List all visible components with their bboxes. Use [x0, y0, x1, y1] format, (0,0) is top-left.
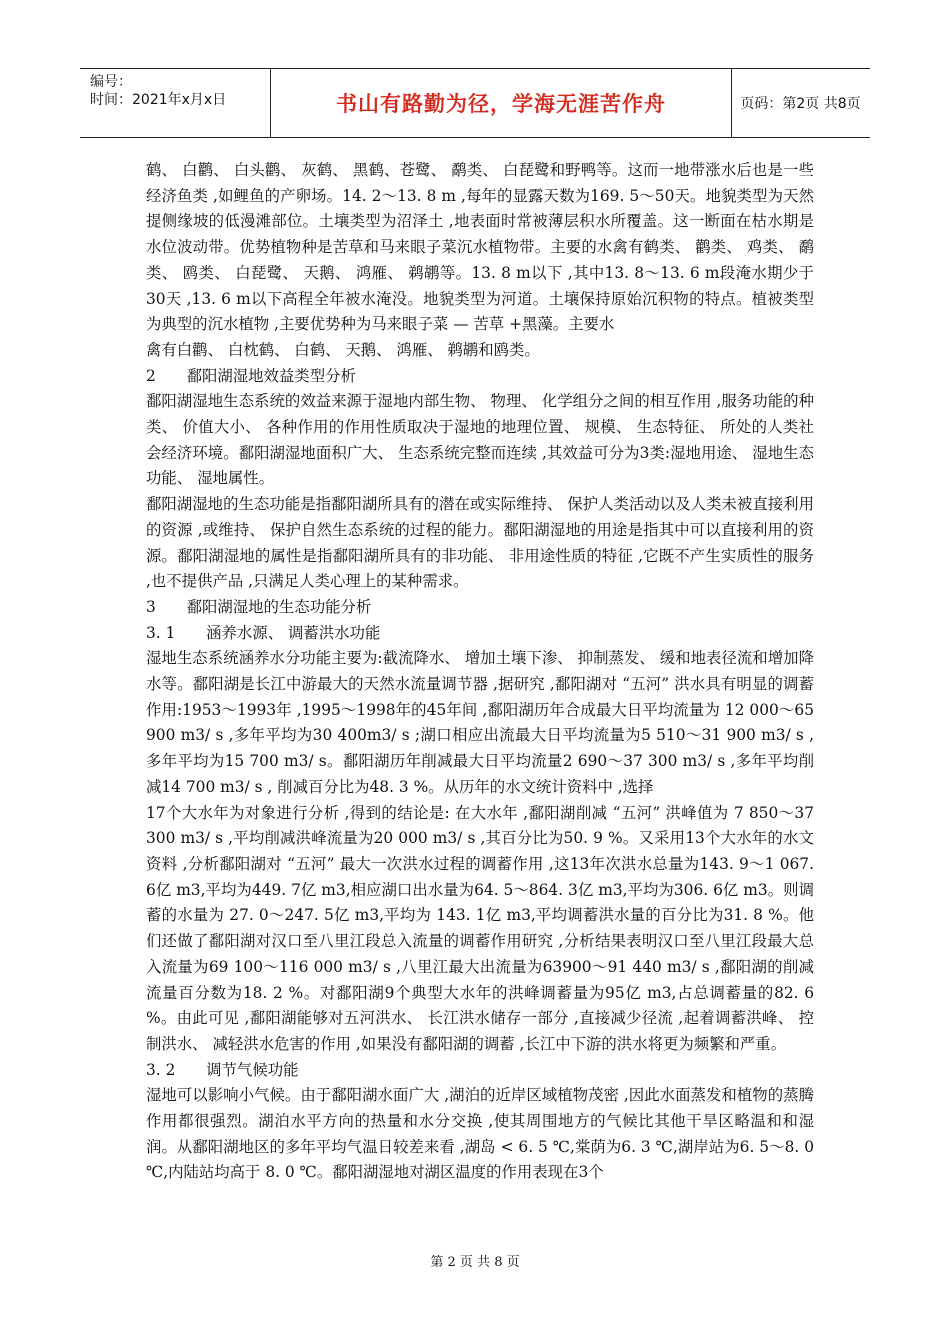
section-heading: 2 鄱阳湖湿地效益类型分析 — [146, 366, 356, 385]
header-meta — [90, 69, 270, 137]
body-paragraph: 17个大水年为对象进行分析 ,得到的结论是: 在大水年 ,鄱阳湖削减 “五河” 洪峰值为 7 850～37 300 m3/ s ,平均削减洪峰流量为20 000 m3/ s ,其百分比为50. 9 %。又采用13个大水年的水文资料 ,分析鄱阳湖对 “五河” 最大一次洪水过程的调蓄作用 ,这13年次洪水总量为143. 9～1 067. 6亿 m3,平均为449. 7亿 m3,相应湖口出水量为64. 5～864. 3亿 m3,平均为306. 6亿 m3。则调蓄的水量为 27. 0～247. 5亿 m3,平均为 143. 1亿 m3,平均调蓄洪水量的百分比为31. 8 %。他们还做了鄱阳湖对汉口至八里江段总入流量的调蓄作用研究 ,分析结果表明汉口至八里江段最大总入流量为69 100～116 000 m3/ s ,八里江最大出流量为63900～91 440 m3/ s ,鄱阳湖的削减流量百分数为18. 2 %。对鄱阳湖9个典型大水年的洪峰调蓄量为95亿 m3,占总调蓄量的82. 6 %。由此可见 ,鄱阳湖能够对五河洪水、 长江洪水储存一部分 ,直接减少径流 ,起着调蓄洪峰、 控制洪水、 减轻洪水危害的作用 ,如果没有鄱阳湖的调蓄 ,长江中下游的洪水将更为频繁和严重。 — [146, 803, 814, 1053]
page-footer: 第 2 页 共 8 页 — [430, 1255, 520, 1270]
body-paragraph: 禽有白鹳、 白枕鹤、 白鹤、 天鹅、 鸿雁、 鹈鹕和鸥类。 — [146, 340, 540, 359]
document-date-label: 时间：2021年x月x日 — [90, 92, 227, 108]
body-paragraph: 鄱阳湖湿地的生态功能是指鄱阳湖所具有的潜在或实际维持、 保护人类活动以及人类未被直接利用的资源 ,或维持、 保护自然生态系统的过程的能力。鄱阳湖湿地的用途是指其中可以直接利用的资源。鄱阳湖湿地的属性是指鄱阳湖所具有的非功能、 非用途性质的特征 ,它既不产生实质性的服务 ,也不提供产品 ,只满足人类心理上的某种需求。 — [146, 495, 814, 591]
subsection-heading: 3. 2 调节气候功能 — [146, 1060, 299, 1079]
page-header — [80, 68, 870, 138]
body-paragraph: 湿地生态系统涵养水分功能主要为:截流降水、 增加土壤下渗、 抑制蒸发、 缓和地表径流和增加降水等。鄱阳湖是长江中游最大的天然水流量调节器 ,据研究 ,鄱阳湖对 “五河” 洪水具有明显的调蓄作用:1953～1993年 ,1995～1998年的45年间 ,鄱阳湖历年合成最大日平均流量为 12 000～65 900 m3/ s ,多年平均为30 400m3/ s ;湖口相应出流最大日平均流量为5 510～31 900 m3/ s ,多年平均为15 700 m3/ s。鄱阳湖历年削减最大日平均流量2 690～37 300 m3/ s ,多年平均削减14 700 m3/ s , 削减百分比为48. 3 %。从历年的水文统计资料中 ,选择 — [146, 649, 814, 796]
body-paragraph: 鄱阳湖湿地生态系统的效益来源于湿地内部生物、 物理、 化学组分之间的相互作用 ,服务功能的种类、 价值大小、 各种作用的作用性质取决于湿地的地理位置、 规模、 生态特征、 所处的人类社会经济环境。鄱阳湖湿地面积广大、 生态系统完整而连续 ,其效益可分为3类:湿地用途、 湿地生态功能、 湿地属性。 — [146, 392, 814, 488]
body-paragraph: 鹤、 白鹳、 白头鹳、 灰鹤、 黑鹤、苍鹭、 鹬类、 白琵鹭和野鸭等。这而一地带涨水后也是一些经济鱼类 ,如鲤鱼的产卵场。14. 2～13. 8 m ,每年的显露天数为169. 5～50天。地貌类型为天然提侧缘坡的低漫滩部位。土壤类型为沼泽土 ,地表面时常被薄层积水所覆盖。这一断面在枯水期是水位波动带。优势植物种是苦草和马来眼子菜沉水植物带。主要的水禽有鹤类、 鹳类、 鸡类、 鹬类、 鸥类、 白琵鹭、 天鹅、 鸿雁、 鹈鹕等。13. 8 m以下 ,其中13. 8～13. 6 m段淹水期少于30天 ,13. 6 m以下高程全年被水淹没。地貌类型为河道。土壤保持原始沉积物的特点。植被类型为典型的沉水植物 ,主要优势种为马来眼子菜 — 苦草 +黑藻。主要水 — [146, 161, 814, 334]
document-number-label: 编号： — [90, 74, 132, 90]
header-motto: 书山有路勤为径，学海无涯苦作舟 — [270, 69, 732, 137]
document-body — [146, 158, 814, 1186]
body-paragraph: 湿地可以影响小气候。由于鄱阳湖水面广大 ,湖泊的近岸区域植物茂密 ,因此水面蒸发和植物的蒸腾作用都很强烈。湖泊水平方向的热量和水分交换 ,使其周围地方的气候比其他干旱区略温和和湿润。从鄱阳湖地区的多年平均气温日较差来看 ,湖岛 < 6. 5 ℃,棠荫为6. 3 ℃,湖岸站为6. 5～8. 0 ℃,内陆站均高于 8. 0 ℃。鄱阳湖湿地对湖区温度的作用表现在3个 — [146, 1086, 814, 1182]
header-page-info: 页码：第2页 共8页 — [740, 96, 861, 112]
subsection-heading: 3. 1 涵养水源、 调蓄洪水功能 — [146, 623, 381, 642]
section-heading: 3 鄱阳湖湿地的生态功能分析 — [146, 597, 372, 616]
